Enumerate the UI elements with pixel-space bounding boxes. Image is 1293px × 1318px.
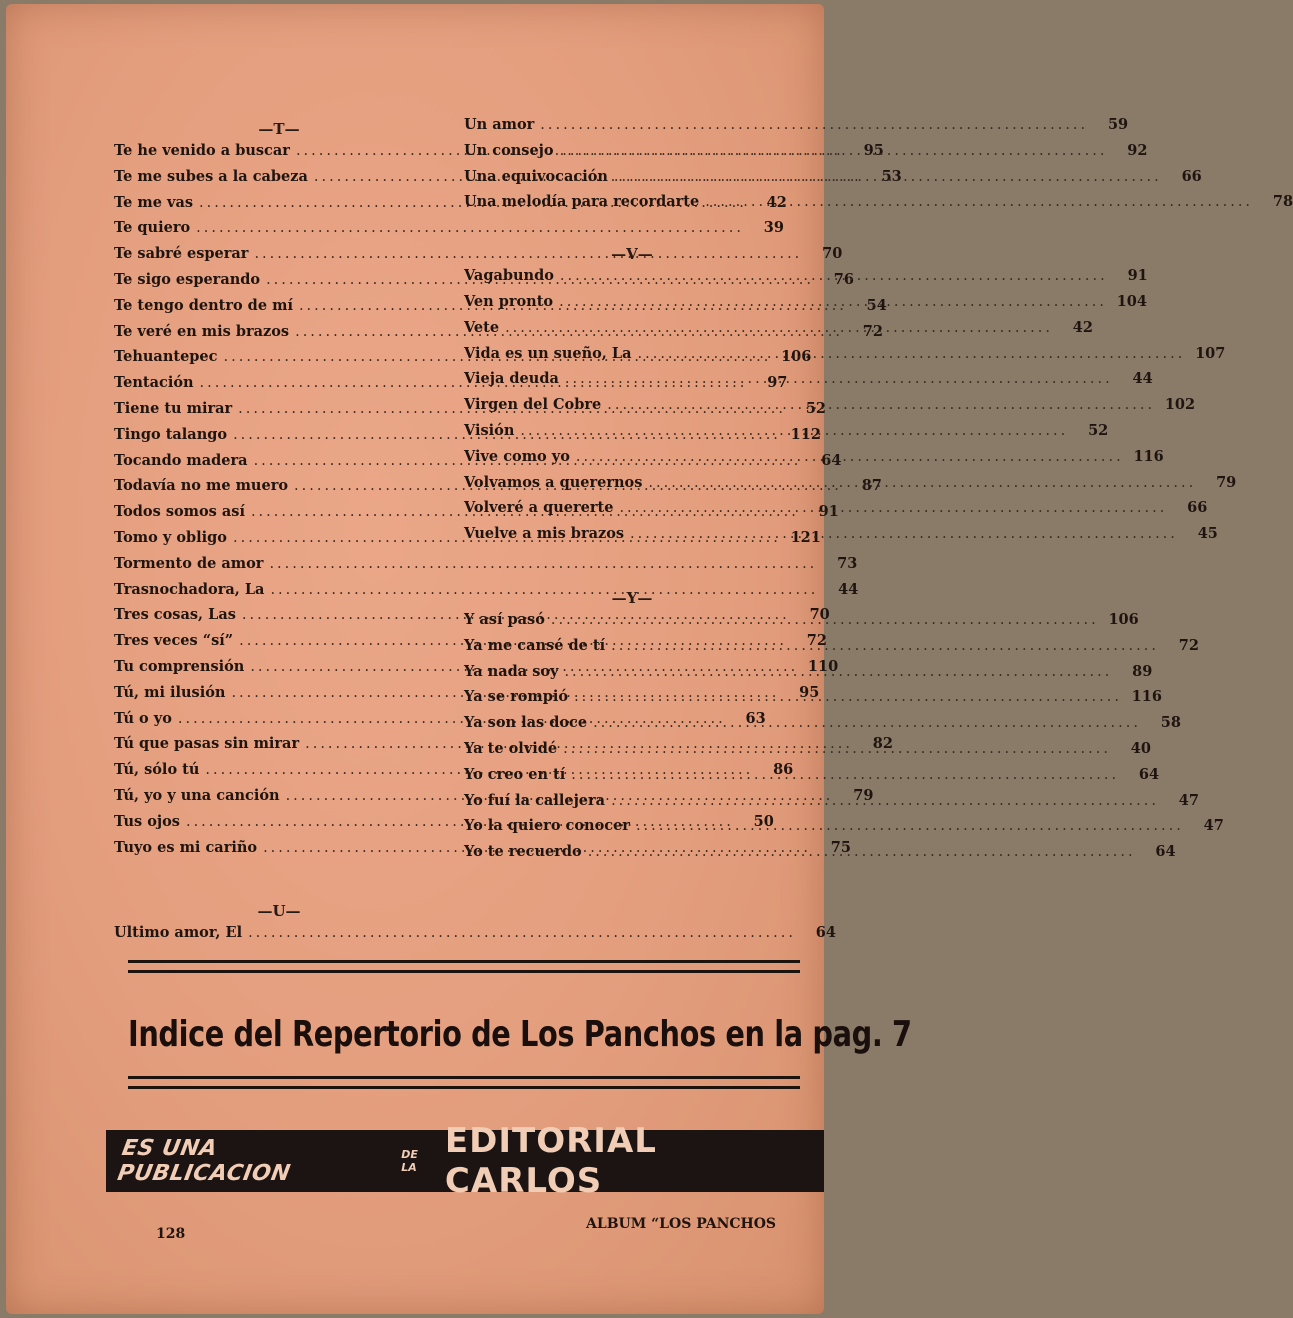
- entry-page-number: 79: [1216, 473, 1237, 491]
- dot-leader: [520, 423, 1068, 439]
- entry-title: Te me vas: [114, 193, 193, 211]
- entry-page-number: 70: [809, 606, 830, 624]
- dot-leader: [505, 320, 1053, 336]
- entry-page-number: 64: [1138, 765, 1160, 783]
- index-entry: [114, 554, 858, 581]
- entry-page-number: 44: [838, 580, 859, 598]
- entry-title: Tú, mi ilusión: [114, 683, 226, 701]
- section-u: [114, 898, 836, 950]
- dot-leader: [636, 818, 1184, 834]
- dot-leader: [648, 475, 1196, 491]
- entry-title: Te quiero: [114, 219, 191, 237]
- entry-page-number: 47: [1203, 817, 1224, 835]
- entry-page-number: 52: [805, 399, 827, 417]
- dot-leader: [607, 397, 1155, 413]
- entry-page-number: 116: [1131, 688, 1162, 706]
- entry-page-number: 53: [881, 167, 902, 185]
- entry-title: Una melodía para recordarte: [464, 193, 700, 211]
- entry-title: Un amor: [464, 116, 535, 133]
- entry-title: Y así pasó: [464, 610, 545, 628]
- entry-title: Vagabundo: [464, 267, 554, 285]
- entry-page-number: 54: [866, 296, 887, 314]
- section-heading-t: —T—: [258, 120, 300, 138]
- entry-title: Te tengo dentro de mí: [114, 296, 293, 314]
- entry-page-number: 76: [833, 270, 854, 288]
- publisher-banner: [106, 1121, 824, 1201]
- entry-page-number: 107: [1195, 344, 1226, 362]
- album-title: ALBUM “LOS PANCHOS: [586, 1216, 777, 1232]
- dot-leader: [563, 741, 1111, 757]
- entry-title: Tú o yo: [114, 709, 172, 727]
- entry-page-number: 66: [1181, 167, 1202, 185]
- entry-title: Tocando madera: [114, 451, 248, 469]
- entry-title: Virgen del Cobre: [464, 396, 602, 414]
- entry-page-number: 44: [1132, 370, 1153, 388]
- entry-title: Vete: [464, 318, 500, 336]
- entry-title: Un consejo: [464, 141, 554, 159]
- entry-page-number: 58: [1160, 714, 1181, 732]
- entry-title: Te me subes a la cabeza: [114, 167, 308, 185]
- entry-title: Tú que pasas sin mirar: [114, 735, 300, 753]
- entry-page-number: 64: [1155, 843, 1176, 861]
- dot-leader: [705, 194, 1253, 210]
- entry-page-number: 106: [1108, 610, 1139, 628]
- entry-title: Todos somos así: [114, 503, 245, 521]
- entry-page-number: 50: [753, 812, 774, 830]
- entry-title: Ya me cansé de tí: [464, 636, 606, 654]
- entry-title: Te sabré esperar: [114, 245, 249, 263]
- entry-title: Ya se rompió: [464, 688, 569, 706]
- section-heading-u: —U—: [257, 902, 301, 921]
- entry-title: Tuyo es mi cariño: [114, 838, 258, 856]
- entry-page-number: 63: [745, 709, 766, 727]
- entry-title: Tehuantepec: [114, 348, 218, 366]
- dot-leader: [630, 526, 1178, 542]
- index-entry: [114, 245, 843, 271]
- entry-page-number: 59: [1107, 116, 1129, 133]
- dot-leader: [565, 371, 1113, 387]
- double-rule-top: [128, 960, 800, 980]
- index-entry: [464, 817, 1224, 843]
- entry-title: Tingo talango: [114, 425, 228, 443]
- entry-page-number: 52: [1088, 421, 1109, 439]
- document-page: [6, 4, 1293, 1314]
- dot-leader: [564, 664, 1112, 680]
- dot-leader: [574, 689, 1122, 705]
- entry-title: Tormento de amor: [114, 554, 264, 572]
- entry-page-number: 112: [790, 425, 821, 443]
- section-heading-v: —V—: [611, 245, 653, 264]
- entry-title: Visión: [464, 421, 515, 439]
- entry-page-number: 106: [781, 348, 812, 366]
- entry-page-number: 89: [1132, 662, 1153, 680]
- entry-title: Ultimo amor, El: [114, 924, 243, 942]
- dot-leader: [559, 294, 1107, 310]
- index-entry: [464, 193, 1293, 219]
- entry-page-number: 97: [767, 374, 788, 392]
- entry-page-number: 86: [773, 761, 794, 779]
- entry-page-number: 79: [853, 786, 874, 804]
- entry-page-number: 47: [1178, 791, 1199, 809]
- entry-title: Tentación: [114, 374, 194, 392]
- entry-page-number: 40: [1130, 739, 1151, 757]
- entry-title: Tres veces “sí”: [114, 632, 234, 650]
- entry-title: Tres cosas, Las: [114, 606, 236, 624]
- entry-title: Ya nada soy: [464, 662, 559, 680]
- entry-title: Todavía no me muero: [114, 477, 289, 495]
- double-rule-bottom: [128, 1076, 800, 1096]
- entry-title: Vive como yo: [464, 447, 570, 465]
- dot-leader: [560, 268, 1108, 284]
- index-entry: [114, 580, 859, 607]
- entry-page-number: 92: [1127, 141, 1148, 159]
- entry-page-number: 72: [1178, 636, 1199, 654]
- entry-page-number: 45: [1197, 525, 1218, 543]
- dot-leader: [638, 346, 1186, 362]
- entry-page-number: 104: [1116, 292, 1147, 310]
- entry-title: Tú, sólo tú: [114, 761, 200, 779]
- dot-leader: [540, 117, 1088, 133]
- dot-leader: [571, 767, 1119, 783]
- dot-leader: [248, 925, 796, 941]
- entry-page-number: 72: [806, 632, 827, 650]
- entry-title: Trasnochadora, La: [114, 580, 265, 598]
- entry-page-number: 95: [863, 142, 884, 159]
- dot-leader: [593, 715, 1141, 731]
- entry-title: Tus ojos: [114, 812, 180, 830]
- section-heading-y: —Y—: [611, 588, 653, 607]
- entry-list: [114, 924, 836, 950]
- banner-text-publication: ES UNA PUBLICACION: [115, 1136, 293, 1186]
- dot-leader: [560, 143, 1108, 159]
- index-entry: [114, 219, 784, 245]
- entry-page-number: 116: [1133, 447, 1164, 465]
- index-entry: [464, 765, 1160, 792]
- entry-page-number: 72: [862, 322, 883, 340]
- entry-title: Ya son las doce: [464, 714, 588, 732]
- dot-leader: [551, 612, 1099, 628]
- entry-title: Tiene tu mirar: [114, 399, 233, 417]
- index-entry: [464, 370, 1153, 396]
- entry-page-number: 64: [815, 924, 836, 942]
- dot-leader: [614, 169, 1162, 185]
- banner-text-de-la: DE LA: [401, 1148, 418, 1174]
- entry-title: Ya te olvidé: [464, 739, 558, 757]
- entry-title: Yo te recuerdo: [464, 843, 582, 861]
- entry-title: Tú, yo y una canción: [114, 786, 280, 804]
- entry-title: Te sigo esperando: [114, 270, 261, 288]
- entry-title: Tomo y obligo: [114, 528, 227, 546]
- entry-page-number: 95: [799, 683, 820, 701]
- index-notice: Indice del Repertorio de Los Panchos en la pag. 7: [128, 1014, 912, 1055]
- index-entry: [464, 714, 1181, 740]
- index-entry: [464, 636, 1199, 663]
- entry-page-number: 75: [830, 838, 851, 856]
- dot-leader: [588, 844, 1136, 860]
- dot-leader: [576, 449, 1124, 465]
- entry-page-number: 121: [790, 528, 821, 546]
- entry-title: Volvamos a querernos: [464, 473, 643, 491]
- index-entry: [464, 344, 1226, 371]
- entry-title: Yo creo en tí: [464, 765, 566, 783]
- banner-text-editorial: EDITORIAL CARLOS: [444, 1121, 657, 1201]
- entry-page-number: 78: [1272, 193, 1293, 211]
- entry-page-number: 102: [1164, 396, 1196, 414]
- entry-page-number: 73: [837, 554, 858, 572]
- entry-page-number: 91: [818, 503, 839, 521]
- entry-page-number: 42: [1072, 318, 1093, 336]
- entry-page-number: 64: [821, 451, 842, 469]
- entry-page-number: 66: [1187, 499, 1208, 517]
- entry-title: Yo fuí la callejera: [464, 791, 606, 809]
- entry-page-number: 87: [861, 477, 882, 495]
- entry-title: Vieja deuda: [464, 370, 559, 388]
- entry-title: Ven pronto: [464, 292, 554, 310]
- entry-page-number: 110: [807, 657, 839, 675]
- entry-title: Una equivocación: [464, 167, 608, 185]
- entry-title: Yo la quiero conocer: [464, 817, 630, 835]
- entry-title: Te veré en mis brazos: [114, 322, 290, 340]
- entry-title: Vuelve a mis brazos: [464, 525, 625, 543]
- entry-page-number: 82: [872, 735, 893, 753]
- entry-title: Volveré a quererte: [464, 499, 614, 517]
- page-number: 128: [156, 1226, 186, 1242]
- entry-title: Vida es un sueño, La: [464, 344, 632, 362]
- index-entry: [114, 924, 836, 950]
- dot-leader: [611, 793, 1159, 809]
- dot-leader: [619, 500, 1167, 516]
- entry-page-number: 39: [763, 219, 784, 237]
- entry-title: Tu comprensión: [114, 657, 245, 675]
- entry-title: Te he venido a buscar: [114, 142, 290, 159]
- entry-page-number: 42: [766, 193, 787, 211]
- dot-leader: [611, 638, 1159, 654]
- entry-page-number: 70: [822, 245, 843, 263]
- index-entry: [464, 116, 1129, 142]
- entry-page-number: 91: [1127, 267, 1148, 285]
